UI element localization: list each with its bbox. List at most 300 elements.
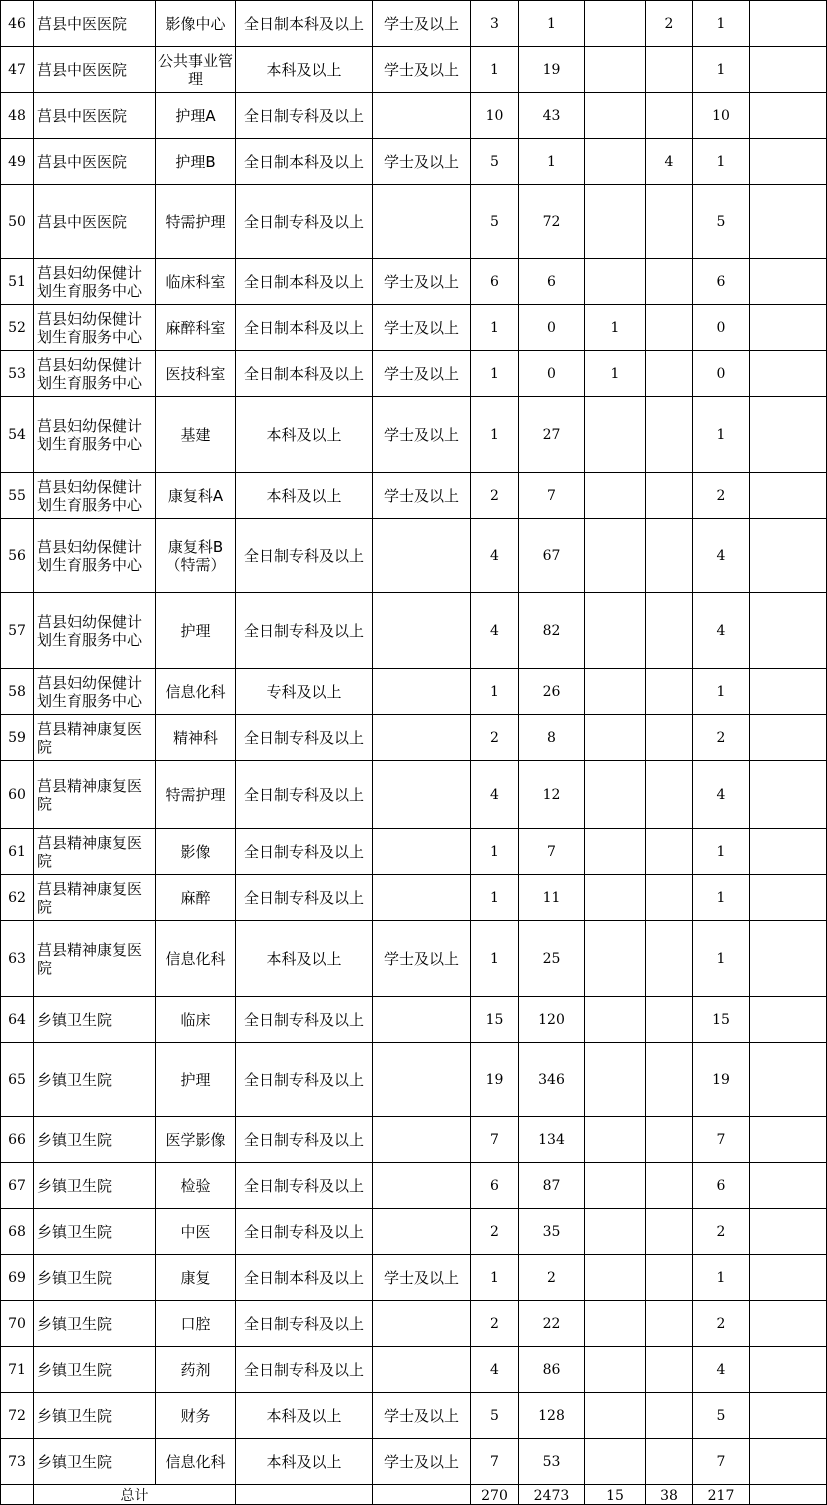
cancelled-count (646, 93, 693, 139)
table-row (1, 1347, 827, 1393)
cancelled-count (646, 473, 693, 519)
row-number: 46 (1, 1, 34, 47)
post-name: 临床 (156, 997, 236, 1043)
applicant-count: 1 (519, 139, 585, 185)
row-number: 66 (1, 1117, 34, 1163)
cancelled-count (646, 875, 693, 921)
education-requirement: 全日制专科及以上 (236, 93, 373, 139)
applicant-count: 8 (519, 715, 585, 761)
unit-name: 莒县中医医院 (34, 139, 156, 185)
unit-name: 莒县精神康复医院 (34, 921, 156, 997)
planned-count: 5 (471, 139, 519, 185)
post-name: 医学影像 (156, 1117, 236, 1163)
applicant-count: 86 (519, 1347, 585, 1393)
reduced-count (585, 1439, 646, 1485)
final-count: 5 (693, 185, 750, 259)
applicant-count: 53 (519, 1439, 585, 1485)
remark (750, 669, 827, 715)
applicant-count: 25 (519, 921, 585, 997)
degree-requirement: 学士及以上 (373, 1255, 471, 1301)
unit-name: 莒县中医医院 (34, 47, 156, 93)
reduced-count (585, 1163, 646, 1209)
unit-name: 乡镇卫生院 (34, 1393, 156, 1439)
reduced-count (585, 185, 646, 259)
planned-count: 2 (471, 1301, 519, 1347)
education-requirement: 全日制专科及以上 (236, 997, 373, 1043)
remark (750, 473, 827, 519)
table-row (1, 139, 827, 185)
remark (750, 185, 827, 259)
remark (750, 351, 827, 397)
reduced-count (585, 715, 646, 761)
table-row (1, 761, 827, 829)
unit-name: 乡镇卫生院 (34, 1043, 156, 1117)
planned-count: 19 (471, 1043, 519, 1117)
applicant-count: 43 (519, 93, 585, 139)
cancelled-count (646, 305, 693, 351)
education-requirement: 本科及以上 (236, 473, 373, 519)
final-count: 1 (693, 921, 750, 997)
reduced-count (585, 875, 646, 921)
table-row (1, 1393, 827, 1439)
post-name: 麻醉科室 (156, 305, 236, 351)
remark (750, 715, 827, 761)
final-count: 0 (693, 351, 750, 397)
cancelled-count (646, 1439, 693, 1485)
total-applicants: 2473 (519, 1485, 585, 1505)
cancelled-count (646, 351, 693, 397)
degree-requirement: 学士及以上 (373, 351, 471, 397)
cancelled-count (646, 1347, 693, 1393)
post-name: 信息化科 (156, 1439, 236, 1485)
cancelled-count (646, 259, 693, 305)
total-blank (750, 1485, 827, 1505)
cancelled-count (646, 1301, 693, 1347)
education-requirement: 全日制本科及以上 (236, 259, 373, 305)
cancelled-count (646, 829, 693, 875)
row-number: 68 (1, 1209, 34, 1255)
final-count: 2 (693, 473, 750, 519)
final-count: 2 (693, 1209, 750, 1255)
remark (750, 1301, 827, 1347)
cancelled-count (646, 397, 693, 473)
unit-name: 乡镇卫生院 (34, 1163, 156, 1209)
applicant-count: 120 (519, 997, 585, 1043)
total-reduced: 15 (585, 1485, 646, 1505)
table-row (1, 1209, 827, 1255)
degree-requirement: 学士及以上 (373, 473, 471, 519)
planned-count: 1 (471, 47, 519, 93)
remark (750, 1209, 827, 1255)
row-number: 49 (1, 139, 34, 185)
cancelled-count (646, 519, 693, 593)
table-body (1, 1, 827, 1505)
row-number: 70 (1, 1301, 34, 1347)
planned-count: 4 (471, 519, 519, 593)
table-row (1, 397, 827, 473)
remark (750, 519, 827, 593)
reduced-count (585, 473, 646, 519)
cancelled-count (646, 185, 693, 259)
post-name: 精神科 (156, 715, 236, 761)
planned-count: 4 (471, 761, 519, 829)
final-count: 2 (693, 1301, 750, 1347)
unit-name: 乡镇卫生院 (34, 1301, 156, 1347)
table-row (1, 829, 827, 875)
row-number: 54 (1, 397, 34, 473)
cancelled-count: 4 (646, 139, 693, 185)
total-label: 总计 (34, 1485, 236, 1505)
cancelled-count (646, 761, 693, 829)
applicant-count: 11 (519, 875, 585, 921)
post-name: 信息化科 (156, 669, 236, 715)
education-requirement: 全日制专科及以上 (236, 829, 373, 875)
degree-requirement: 学士及以上 (373, 921, 471, 997)
remark (750, 305, 827, 351)
cancelled-count (646, 1163, 693, 1209)
post-name: 康复 (156, 1255, 236, 1301)
row-number: 51 (1, 259, 34, 305)
planned-count: 1 (471, 397, 519, 473)
remark (750, 259, 827, 305)
table-row (1, 593, 827, 669)
reduced-count (585, 47, 646, 93)
row-number: 61 (1, 829, 34, 875)
applicant-count: 67 (519, 519, 585, 593)
final-count: 4 (693, 519, 750, 593)
reduced-count (585, 1393, 646, 1439)
planned-count: 2 (471, 1209, 519, 1255)
final-count: 1 (693, 875, 750, 921)
remark (750, 1439, 827, 1485)
final-count: 1 (693, 829, 750, 875)
table-row (1, 519, 827, 593)
row-number: 55 (1, 473, 34, 519)
cancelled-count (646, 1117, 693, 1163)
remark (750, 397, 827, 473)
final-count: 4 (693, 761, 750, 829)
education-requirement: 全日制本科及以上 (236, 351, 373, 397)
unit-name: 莒县精神康复医院 (34, 875, 156, 921)
remark (750, 1255, 827, 1301)
degree-requirement (373, 669, 471, 715)
unit-name: 乡镇卫生院 (34, 1439, 156, 1485)
reduced-count (585, 1117, 646, 1163)
degree-requirement (373, 1117, 471, 1163)
post-name: 护理B (156, 139, 236, 185)
table-row (1, 1255, 827, 1301)
cancelled-count (646, 921, 693, 997)
table-row (1, 47, 827, 93)
table-row (1, 93, 827, 139)
reduced-count (585, 921, 646, 997)
cancelled-count (646, 1255, 693, 1301)
education-requirement: 全日制专科及以上 (236, 1117, 373, 1163)
applicant-count: 72 (519, 185, 585, 259)
applicant-count: 128 (519, 1393, 585, 1439)
cancelled-count (646, 669, 693, 715)
education-requirement: 全日制专科及以上 (236, 1163, 373, 1209)
row-number: 50 (1, 185, 34, 259)
reduced-count: 1 (585, 305, 646, 351)
degree-requirement (373, 761, 471, 829)
applicant-count: 27 (519, 397, 585, 473)
education-requirement: 全日制专科及以上 (236, 593, 373, 669)
degree-requirement: 学士及以上 (373, 305, 471, 351)
post-name: 麻醉 (156, 875, 236, 921)
final-count: 1 (693, 669, 750, 715)
total-blank (1, 1485, 34, 1505)
total-blank (373, 1485, 471, 1505)
row-number: 59 (1, 715, 34, 761)
education-requirement: 本科及以上 (236, 397, 373, 473)
table-row (1, 1301, 827, 1347)
education-requirement: 全日制专科及以上 (236, 1301, 373, 1347)
unit-name: 乡镇卫生院 (34, 1347, 156, 1393)
reduced-count (585, 93, 646, 139)
planned-count: 10 (471, 93, 519, 139)
planned-count: 1 (471, 1255, 519, 1301)
post-name: 财务 (156, 1393, 236, 1439)
final-count: 5 (693, 1393, 750, 1439)
reduced-count (585, 1255, 646, 1301)
table-row (1, 1043, 827, 1117)
post-name: 医技科室 (156, 351, 236, 397)
post-name: 影像中心 (156, 1, 236, 47)
applicant-count: 87 (519, 1163, 585, 1209)
post-name: 影像 (156, 829, 236, 875)
unit-name: 乡镇卫生院 (34, 1209, 156, 1255)
planned-count: 7 (471, 1117, 519, 1163)
cancelled-count (646, 997, 693, 1043)
unit-name: 莒县妇幼保健计划生育服务中心 (34, 397, 156, 473)
row-number: 62 (1, 875, 34, 921)
education-requirement: 全日制专科及以上 (236, 185, 373, 259)
remark (750, 1393, 827, 1439)
degree-requirement: 学士及以上 (373, 139, 471, 185)
table-row (1, 1117, 827, 1163)
applicant-count: 22 (519, 1301, 585, 1347)
degree-requirement (373, 1209, 471, 1255)
post-name: 药剂 (156, 1347, 236, 1393)
degree-requirement (373, 715, 471, 761)
row-number: 72 (1, 1393, 34, 1439)
post-name: 信息化科 (156, 921, 236, 997)
planned-count: 2 (471, 473, 519, 519)
reduced-count (585, 519, 646, 593)
table-row (1, 875, 827, 921)
reduced-count (585, 593, 646, 669)
planned-count: 15 (471, 997, 519, 1043)
row-number: 64 (1, 997, 34, 1043)
planned-count: 6 (471, 1163, 519, 1209)
post-name: 公共事业管理 (156, 47, 236, 93)
table-row (1, 1, 827, 47)
final-count: 1 (693, 139, 750, 185)
final-count: 2 (693, 715, 750, 761)
planned-count: 1 (471, 351, 519, 397)
final-count: 1 (693, 1, 750, 47)
planned-count: 6 (471, 259, 519, 305)
degree-requirement: 学士及以上 (373, 1393, 471, 1439)
education-requirement: 全日制专科及以上 (236, 1347, 373, 1393)
final-count: 7 (693, 1117, 750, 1163)
remark (750, 1117, 827, 1163)
total-blank (236, 1485, 373, 1505)
row-number: 73 (1, 1439, 34, 1485)
unit-name: 莒县精神康复医院 (34, 829, 156, 875)
degree-requirement (373, 519, 471, 593)
row-number: 60 (1, 761, 34, 829)
degree-requirement: 学士及以上 (373, 47, 471, 93)
remark (750, 1, 827, 47)
education-requirement: 本科及以上 (236, 1393, 373, 1439)
planned-count: 5 (471, 185, 519, 259)
education-requirement: 全日制专科及以上 (236, 1043, 373, 1117)
unit-name: 莒县中医医院 (34, 185, 156, 259)
remark (750, 921, 827, 997)
remark (750, 875, 827, 921)
cancelled-count (646, 47, 693, 93)
degree-requirement (373, 1347, 471, 1393)
education-requirement: 专科及以上 (236, 669, 373, 715)
remark (750, 47, 827, 93)
post-name: 口腔 (156, 1301, 236, 1347)
total-row (1, 1485, 827, 1505)
remark (750, 1043, 827, 1117)
reduced-count (585, 1301, 646, 1347)
final-count: 10 (693, 93, 750, 139)
reduced-count (585, 1043, 646, 1117)
row-number: 67 (1, 1163, 34, 1209)
unit-name: 莒县妇幼保健计划生育服务中心 (34, 351, 156, 397)
planned-count: 2 (471, 715, 519, 761)
remark (750, 761, 827, 829)
applicant-count: 6 (519, 259, 585, 305)
unit-name: 莒县妇幼保健计划生育服务中心 (34, 259, 156, 305)
unit-name: 莒县妇幼保健计划生育服务中心 (34, 305, 156, 351)
row-number: 56 (1, 519, 34, 593)
row-number: 58 (1, 669, 34, 715)
applicant-count: 82 (519, 593, 585, 669)
applicant-count: 7 (519, 473, 585, 519)
table-row (1, 669, 827, 715)
education-requirement: 全日制专科及以上 (236, 519, 373, 593)
final-count: 7 (693, 1439, 750, 1485)
unit-name: 乡镇卫生院 (34, 997, 156, 1043)
unit-name: 莒县精神康复医院 (34, 715, 156, 761)
post-name: 护理A (156, 93, 236, 139)
row-number: 69 (1, 1255, 34, 1301)
applicant-count: 2 (519, 1255, 585, 1301)
table-row (1, 351, 827, 397)
applicant-count: 19 (519, 47, 585, 93)
cancelled-count (646, 1393, 693, 1439)
reduced-count (585, 259, 646, 305)
final-count: 15 (693, 997, 750, 1043)
unit-name: 莒县妇幼保健计划生育服务中心 (34, 669, 156, 715)
cancelled-count (646, 715, 693, 761)
degree-requirement (373, 93, 471, 139)
total-planned: 270 (471, 1485, 519, 1505)
row-number: 47 (1, 47, 34, 93)
total-final: 217 (693, 1485, 750, 1505)
unit-name: 莒县中医医院 (34, 93, 156, 139)
degree-requirement (373, 829, 471, 875)
degree-requirement: 学士及以上 (373, 259, 471, 305)
unit-name: 乡镇卫生院 (34, 1255, 156, 1301)
final-count: 1 (693, 1255, 750, 1301)
final-count: 19 (693, 1043, 750, 1117)
remark (750, 1163, 827, 1209)
reduced-count (585, 997, 646, 1043)
remark (750, 93, 827, 139)
applicant-count: 12 (519, 761, 585, 829)
planned-count: 4 (471, 1347, 519, 1393)
cancelled-count: 2 (646, 1, 693, 47)
reduced-count (585, 1209, 646, 1255)
reduced-count (585, 829, 646, 875)
planned-count: 5 (471, 1393, 519, 1439)
applicant-count: 1 (519, 1, 585, 47)
post-name: 康复科B（特需） (156, 519, 236, 593)
education-requirement: 全日制专科及以上 (236, 761, 373, 829)
planned-count: 1 (471, 669, 519, 715)
reduced-count (585, 139, 646, 185)
row-number: 65 (1, 1043, 34, 1117)
education-requirement: 全日制本科及以上 (236, 1, 373, 47)
unit-name: 莒县精神康复医院 (34, 761, 156, 829)
applicant-count: 26 (519, 669, 585, 715)
applicant-count: 0 (519, 305, 585, 351)
education-requirement: 全日制本科及以上 (236, 1255, 373, 1301)
post-name: 护理 (156, 593, 236, 669)
education-requirement: 本科及以上 (236, 47, 373, 93)
final-count: 4 (693, 593, 750, 669)
education-requirement: 本科及以上 (236, 921, 373, 997)
table-row (1, 185, 827, 259)
row-number: 52 (1, 305, 34, 351)
table-row (1, 997, 827, 1043)
table-row (1, 1163, 827, 1209)
remark (750, 829, 827, 875)
remark (750, 1347, 827, 1393)
education-requirement: 本科及以上 (236, 1439, 373, 1485)
cancelled-count (646, 1209, 693, 1255)
planned-count: 1 (471, 829, 519, 875)
remark (750, 593, 827, 669)
education-requirement: 全日制专科及以上 (236, 1209, 373, 1255)
degree-requirement: 学士及以上 (373, 397, 471, 473)
degree-requirement (373, 997, 471, 1043)
applicant-count: 7 (519, 829, 585, 875)
remark (750, 997, 827, 1043)
degree-requirement (373, 1163, 471, 1209)
row-number: 57 (1, 593, 34, 669)
applicant-count: 0 (519, 351, 585, 397)
planned-count: 1 (471, 305, 519, 351)
unit-name: 乡镇卫生院 (34, 1117, 156, 1163)
cancelled-count (646, 1043, 693, 1117)
post-name: 护理 (156, 1043, 236, 1117)
table-row (1, 715, 827, 761)
unit-name: 莒县妇幼保健计划生育服务中心 (34, 473, 156, 519)
degree-requirement (373, 1301, 471, 1347)
planned-count: 7 (471, 1439, 519, 1485)
final-count: 6 (693, 259, 750, 305)
total-cancelled: 38 (646, 1485, 693, 1505)
final-count: 6 (693, 1163, 750, 1209)
